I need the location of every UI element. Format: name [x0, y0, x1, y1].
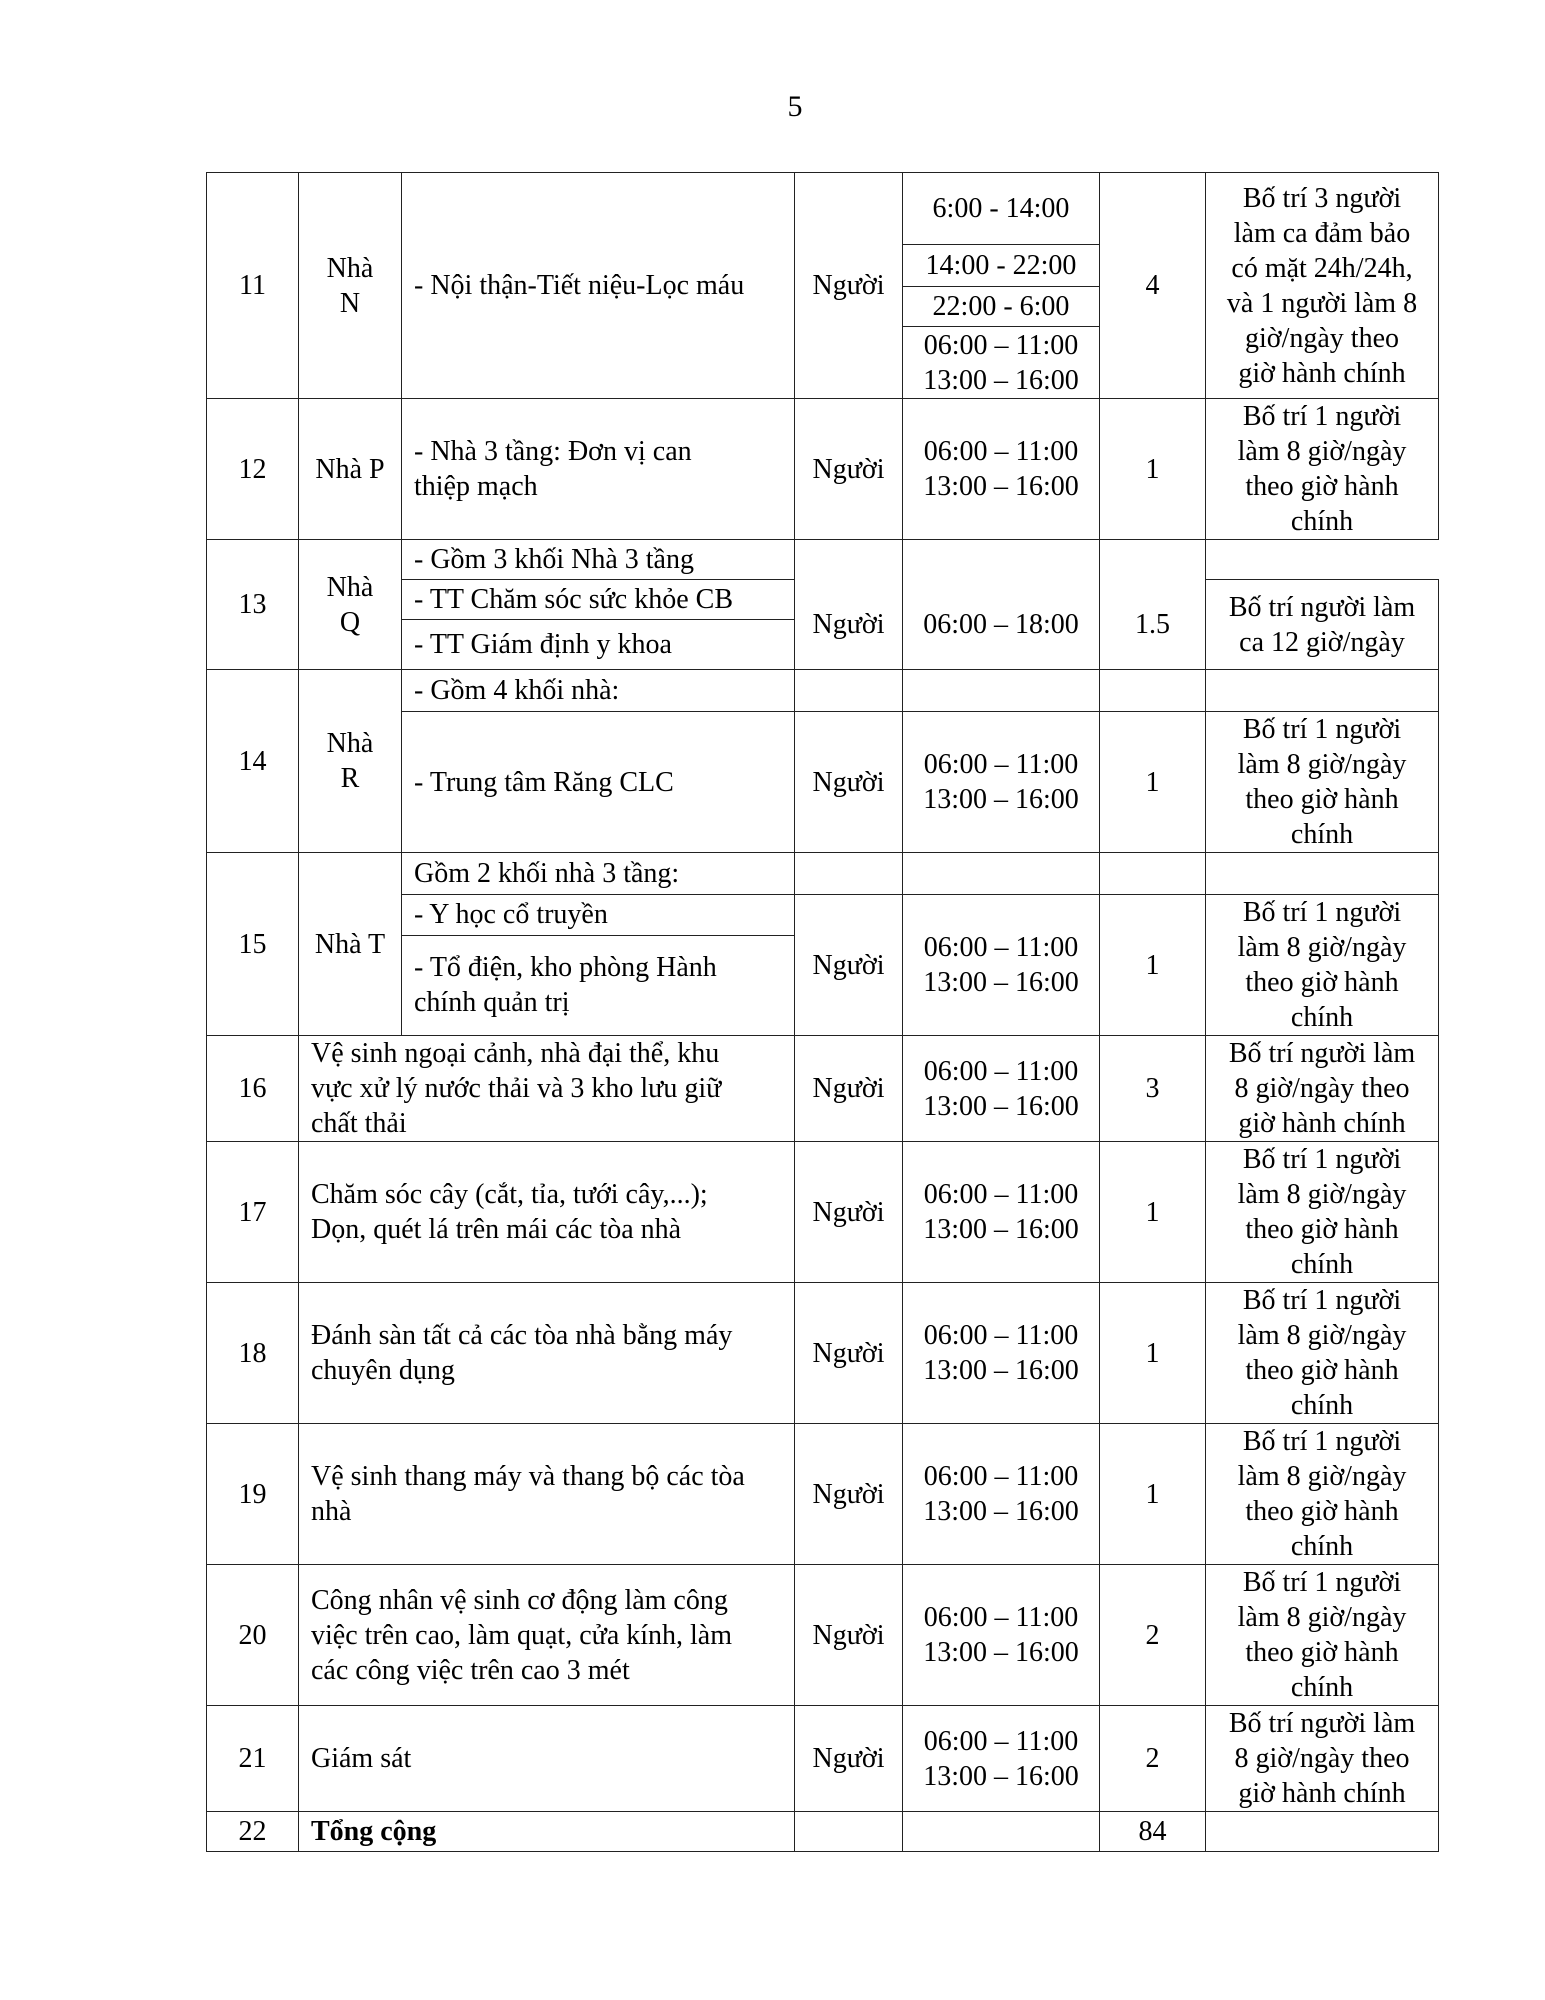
table-row [207, 173, 1439, 245]
time-cell: 06:00 – 11:00 13:00 – 16:00 [903, 895, 1100, 1036]
quantity-cell-empty [1100, 540, 1206, 580]
unit-cell: Người [795, 580, 903, 670]
quantity-cell: 1 [1100, 712, 1206, 853]
note-cell: Bố trí 1 người làm 8 giờ/ngày theo giờ hành chính [1206, 1142, 1439, 1283]
note-cell: Bố trí 1 người làm 8 giờ/ngày theo giờ hành chính [1206, 1565, 1439, 1706]
table-row [207, 1036, 1439, 1142]
quantity-cell: 2 [1100, 1565, 1206, 1706]
note-cell: Bố trí người làm 8 giờ/ngày theo giờ hành chính [1206, 1706, 1439, 1812]
department-cell: - Gồm 4 khối nhà: [402, 670, 795, 712]
unit-cell: Người [795, 1706, 903, 1812]
time-cell: 06:00 – 11:00 13:00 – 16:00 [903, 712, 1100, 853]
note-cell: Bố trí 3 người làm ca đảm bảo có mặt 24h/24h, và 1 người làm 8 giờ/ngày theo giờ hành chính [1206, 173, 1439, 399]
quantity-cell: 3 [1100, 1036, 1206, 1142]
note-cell: Bố trí 1 người làm 8 giờ/ngày theo giờ hành chính [1206, 712, 1439, 853]
time-cell: 06:00 – 11:00 13:00 – 16:00 [903, 1706, 1100, 1812]
department-cell: Gồm 2 khối nhà 3 tầng: [402, 853, 795, 895]
unit-cell: Người [795, 712, 903, 853]
department-cell: - Trung tâm Răng CLC [402, 712, 795, 853]
table-row [207, 1424, 1439, 1565]
department-cell: - TT Chăm sóc sức khỏe CB [402, 580, 795, 620]
quantity-cell-empty [1100, 670, 1206, 712]
building-cell: Nhà T [299, 853, 402, 1036]
time-cell-empty [903, 540, 1100, 580]
department-cell: - Gồm 3 khối Nhà 3 tầng [402, 540, 795, 580]
row-number: 20 [207, 1565, 299, 1706]
unit-cell: Người [795, 1424, 903, 1565]
unit-cell: Người [795, 1565, 903, 1706]
unit-cell-empty [795, 853, 903, 895]
unit-cell: Người [795, 399, 903, 540]
table-row [207, 853, 1439, 895]
shift-time: 6:00 - 14:00 [903, 173, 1100, 245]
table-row [207, 1142, 1439, 1283]
unit-cell: Người [795, 1142, 903, 1283]
row-number: 11 [207, 173, 299, 399]
unit-cell: Người [795, 1036, 903, 1142]
quantity-cell: 1 [1100, 895, 1206, 1036]
time-cell-empty [903, 670, 1100, 712]
task-cell: Giám sát [299, 1706, 795, 1812]
unit-cell-empty [795, 1812, 903, 1852]
note-cell: Bố trí 1 người làm 8 giờ/ngày theo giờ hành chính [1206, 1283, 1439, 1424]
note-cell: Bố trí 1 người làm 8 giờ/ngày theo giờ hành chính [1206, 399, 1439, 540]
unit-cell: Người [795, 1283, 903, 1424]
page-number: 5 [787, 90, 803, 123]
unit-cell-empty [795, 670, 903, 712]
total-label: Tổng cộng [299, 1812, 795, 1852]
time-cell: 06:00 – 11:00 13:00 – 16:00 [903, 399, 1100, 540]
table-row [207, 1706, 1439, 1812]
row-number: 19 [207, 1424, 299, 1565]
time-cell: 06:00 – 11:00 13:00 – 16:00 [903, 1142, 1100, 1283]
note-cell: Bố trí 1 người làm 8 giờ/ngày theo giờ hành chính [1206, 1424, 1439, 1565]
row-number: 14 [207, 670, 299, 853]
time-cell: 06:00 – 11:00 13:00 – 16:00 [903, 1036, 1100, 1142]
time-cell: 06:00 – 11:00 13:00 – 16:00 [903, 327, 1100, 399]
staffing-table [206, 172, 1439, 1852]
building-cell: Nhà N [299, 173, 402, 399]
row-number: 21 [207, 1706, 299, 1812]
table-row [207, 670, 1439, 712]
row-number: 18 [207, 1283, 299, 1424]
time-cell-empty [903, 1812, 1100, 1852]
time-cell-empty [903, 853, 1100, 895]
department-cell: - Nội thận-Tiết niệu-Lọc máu [402, 173, 795, 399]
quantity-cell: 2 [1100, 1706, 1206, 1812]
row-number: 12 [207, 399, 299, 540]
table-row [207, 1283, 1439, 1424]
time-cell: 06:00 – 11:00 13:00 – 16:00 [903, 1565, 1100, 1706]
row-number: 16 [207, 1036, 299, 1142]
time-cell: 06:00 – 18:00 [903, 580, 1100, 670]
task-cell: Vệ sinh thang máy và thang bộ các tòa nhà [299, 1424, 795, 1565]
building-cell: Nhà R [299, 670, 402, 853]
time-cell: 06:00 – 11:00 13:00 – 16:00 [903, 1424, 1100, 1565]
note-cell-empty [1206, 1812, 1439, 1852]
note-cell: Bố trí người làm 8 giờ/ngày theo giờ hành chính [1206, 1036, 1439, 1142]
shift-time: 14:00 - 22:00 [903, 245, 1100, 287]
row-number: 13 [207, 540, 299, 670]
task-cell: Đánh sàn tất cả các tòa nhà bằng máy chuyên dụng [299, 1283, 795, 1424]
table-row [207, 399, 1439, 540]
task-cell: Công nhân vệ sinh cơ động làm công việc trên cao, làm quạt, cửa kính, làm các công việc trên cao 3 mét [299, 1565, 795, 1706]
building-cell: Nhà P [299, 399, 402, 540]
quantity-cell: 4 [1100, 173, 1206, 399]
task-cell: Vệ sinh ngoại cảnh, nhà đại thể, khu vực xử lý nước thải và 3 kho lưu giữ chất thải [299, 1036, 795, 1142]
task-cell: Chăm sóc cây (cắt, tỉa, tưới cây,...); Dọn, quét lá trên mái các tòa nhà [299, 1142, 795, 1283]
unit-cell: Người [795, 895, 903, 1036]
row-number: 15 [207, 853, 299, 1036]
quantity-cell: 1 [1100, 1283, 1206, 1424]
quantity-cell: 1 [1100, 1424, 1206, 1565]
time-cell: 06:00 – 11:00 13:00 – 16:00 [903, 1283, 1100, 1424]
note-cell-empty [1206, 670, 1439, 712]
unit-cell-empty [795, 540, 903, 580]
row-number: 22 [207, 1812, 299, 1852]
department-cell: - TT Giám định y khoa [402, 620, 795, 670]
row-number: 17 [207, 1142, 299, 1283]
department-cell: - Y học cổ truyền [402, 895, 795, 936]
shift-time: 22:00 - 6:00 [903, 287, 1100, 327]
total-quantity: 84 [1100, 1812, 1206, 1852]
note-cell: Bố trí 1 người làm 8 giờ/ngày theo giờ hành chính [1206, 895, 1439, 1036]
department-cell: - Nhà 3 tầng: Đơn vị can thiệp mạch [402, 399, 795, 540]
quantity-cell: 1 [1100, 399, 1206, 540]
note-cell-empty [1206, 540, 1439, 580]
table-row [207, 540, 1439, 580]
note-cell: Bố trí người làm ca 12 giờ/ngày [1206, 580, 1439, 670]
quantity-cell-empty [1100, 853, 1206, 895]
department-cell: - Tổ điện, kho phòng Hành chính quản trị [402, 935, 795, 1035]
quantity-cell: 1 [1100, 1142, 1206, 1283]
building-cell: Nhà Q [299, 540, 402, 670]
note-cell-empty [1206, 853, 1439, 895]
quantity-cell: 1.5 [1100, 580, 1206, 670]
table-row [207, 1565, 1439, 1706]
unit-cell: Người [795, 173, 903, 399]
total-row [207, 1812, 1439, 1852]
